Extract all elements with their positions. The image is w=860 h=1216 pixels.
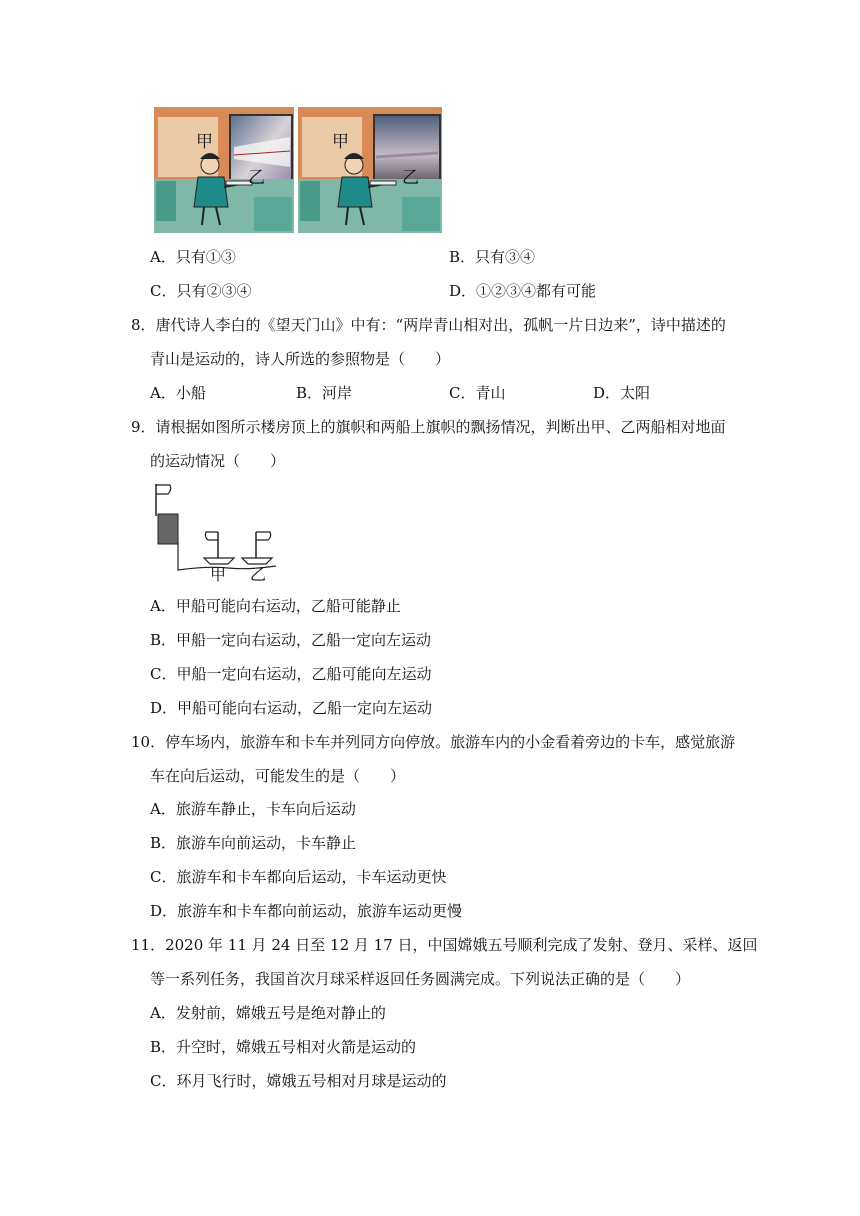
- flags-boats-figure: [148, 482, 280, 582]
- q8-option-a: A．小船: [150, 384, 206, 402]
- label-yi: 乙: [248, 168, 265, 188]
- q9-stem-line1: 9．请根据如图所示楼房顶上的旗帜和两船上旗帜的飘扬情况，判断出甲、乙两船相对地面: [131, 418, 726, 436]
- q10-option-c: C．旅游车和卡车都向后运动，卡车运动更快: [150, 868, 447, 886]
- q8-stem-line2: 青山是运动的，诗人所选的参照物是（ ）: [150, 350, 451, 368]
- q8-option-d: D．太阳: [593, 384, 651, 402]
- q9-option-b: B．甲船一定向右运动，乙船一定向左运动: [150, 631, 432, 649]
- q7-option-c: C．只有②③④: [150, 282, 252, 300]
- q9-option-d: D．甲船可能向右运动，乙船一定向左运动: [150, 699, 433, 717]
- q7-option-d: D．①②③④都有可能: [449, 282, 597, 300]
- q8-option-c: C．青山: [449, 384, 506, 402]
- q11-option-c: C．环月飞行时，嫦娥五号相对月球是运动的: [150, 1072, 447, 1090]
- q10-stem-line2: 车在向后运动，可能发生的是（ ）: [150, 767, 406, 785]
- q9-stem-line2: 的运动情况（ ）: [150, 452, 286, 470]
- q11-stem-line1: 11．2020 年 11 月 24 日至 12 月 17 日，中国嫦娥五号顺利完成了发射、登月、采样、返回: [131, 936, 758, 954]
- train-window-figure-left: [154, 107, 294, 233]
- q9-option-c: C．甲船一定向右运动，乙船可能向左运动: [150, 665, 432, 683]
- label-jia: 甲: [332, 132, 349, 152]
- q10-option-d: D．旅游车和卡车都向前运动，旅游车运动更慢: [150, 902, 463, 920]
- q11-stem-line2: 等一系列任务，我国首次月球采样返回任务圆满完成。下列说法正确的是（ ）: [150, 970, 691, 988]
- label-jia: 甲: [196, 132, 213, 152]
- train-window-figure-right: [298, 107, 442, 233]
- q8-stem-line1: 8．唐代诗人李白的《望天门山》中有：“两岸青山相对出，孤帆一片日边来”，诗中描述的: [131, 316, 726, 334]
- q8-option-b: B．河岸: [296, 384, 353, 402]
- q11-option-a: A．发射前，嫦娥五号是绝对静止的: [150, 1004, 386, 1022]
- q10-stem-line1: 10．停车场内，旅游车和卡车并列同方向停放。旅游车内的小金看着旁边的卡车，感觉旅游: [131, 733, 736, 751]
- boat-label-jia: 甲: [210, 565, 227, 584]
- q11-option-b: B．升空时，嫦娥五号相对火箭是运动的: [150, 1038, 417, 1056]
- q10-option-a: A．旅游车静止，卡车向后运动: [150, 800, 356, 818]
- label-yi: 乙: [402, 168, 419, 188]
- q9-option-a: A．甲船可能向右运动，乙船可能静止: [150, 597, 401, 615]
- boat-label-yi: 乙: [250, 565, 267, 584]
- q7-option-a: A．只有①③: [150, 248, 236, 266]
- q7-option-b: B．只有③④: [449, 248, 536, 266]
- q10-option-b: B．旅游车向前运动，卡车静止: [150, 834, 357, 852]
